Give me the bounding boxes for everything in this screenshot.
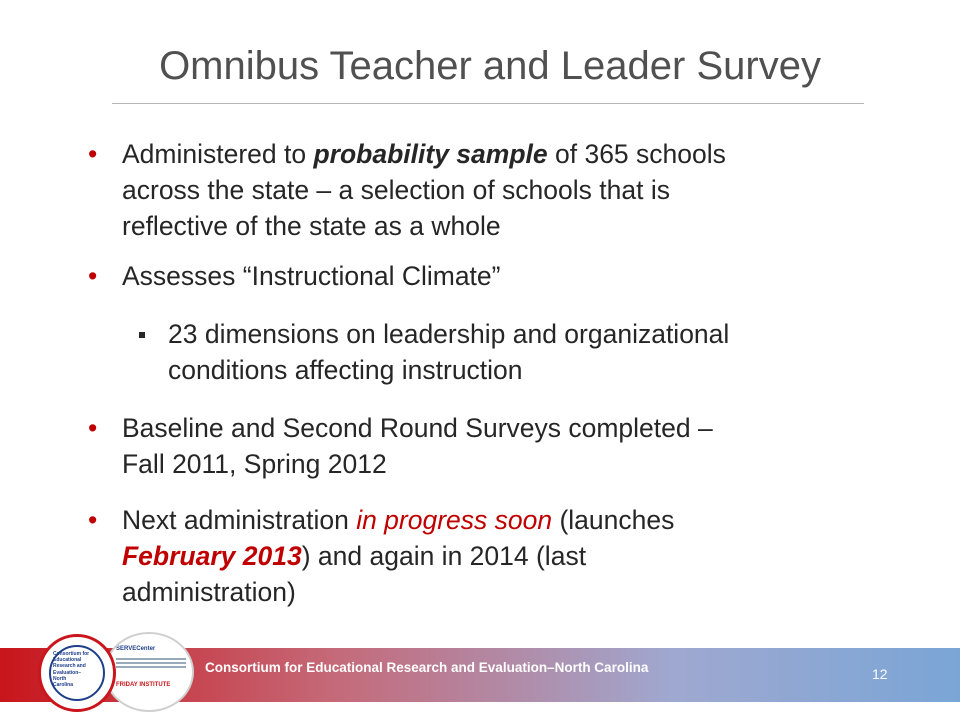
logo-text-line: Educational bbox=[53, 657, 82, 664]
bullet-list bbox=[88, 136, 868, 610]
footer-organization-name: Consortium for Educational Research and Evaluation–North Carolina bbox=[205, 660, 649, 675]
bullet-item-baseline: • Baseline and Second Round Surveys completed – Fall 2011, Spring 2012 bbox=[88, 410, 868, 482]
logo-text-line: Research and bbox=[53, 663, 86, 670]
logo-text-line: Evaluation– bbox=[53, 669, 82, 676]
bullet-marker: • bbox=[88, 505, 98, 535]
logo-text-line: Consortium for bbox=[53, 651, 90, 657]
serve-friday-logo: SERVECenter FRIDAY INSTITUTE bbox=[104, 632, 194, 712]
title-divider bbox=[112, 103, 864, 104]
slide-title: Omnibus Teacher and Leader Survey bbox=[159, 44, 821, 88]
bullet-item-next-administration: • Next administration in progress soon (launches February 2013) and again in 2014 (last administration) bbox=[88, 502, 868, 610]
ceru-nc-logo bbox=[38, 634, 116, 712]
logo-text-line: Carolina bbox=[53, 682, 74, 689]
square-bullet-icon bbox=[139, 332, 145, 338]
bullet-marker: • bbox=[88, 413, 98, 443]
page-number: 12 bbox=[872, 666, 888, 682]
bullet-marker: • bbox=[88, 139, 98, 169]
bullet-item-climate: • Assesses “Instructional Climate” bbox=[88, 258, 868, 294]
bullet-marker: • bbox=[88, 261, 98, 291]
bullet-item-sample: • Administered to probability sample of 365 schools across the state – a selection of schools that is reflective of the state as a whole bbox=[88, 136, 868, 244]
logo-text-line: North bbox=[53, 675, 67, 682]
sub-bullet-dimensions: 23 dimensions on leadership and organizational conditions affecting instruction bbox=[88, 316, 868, 388]
